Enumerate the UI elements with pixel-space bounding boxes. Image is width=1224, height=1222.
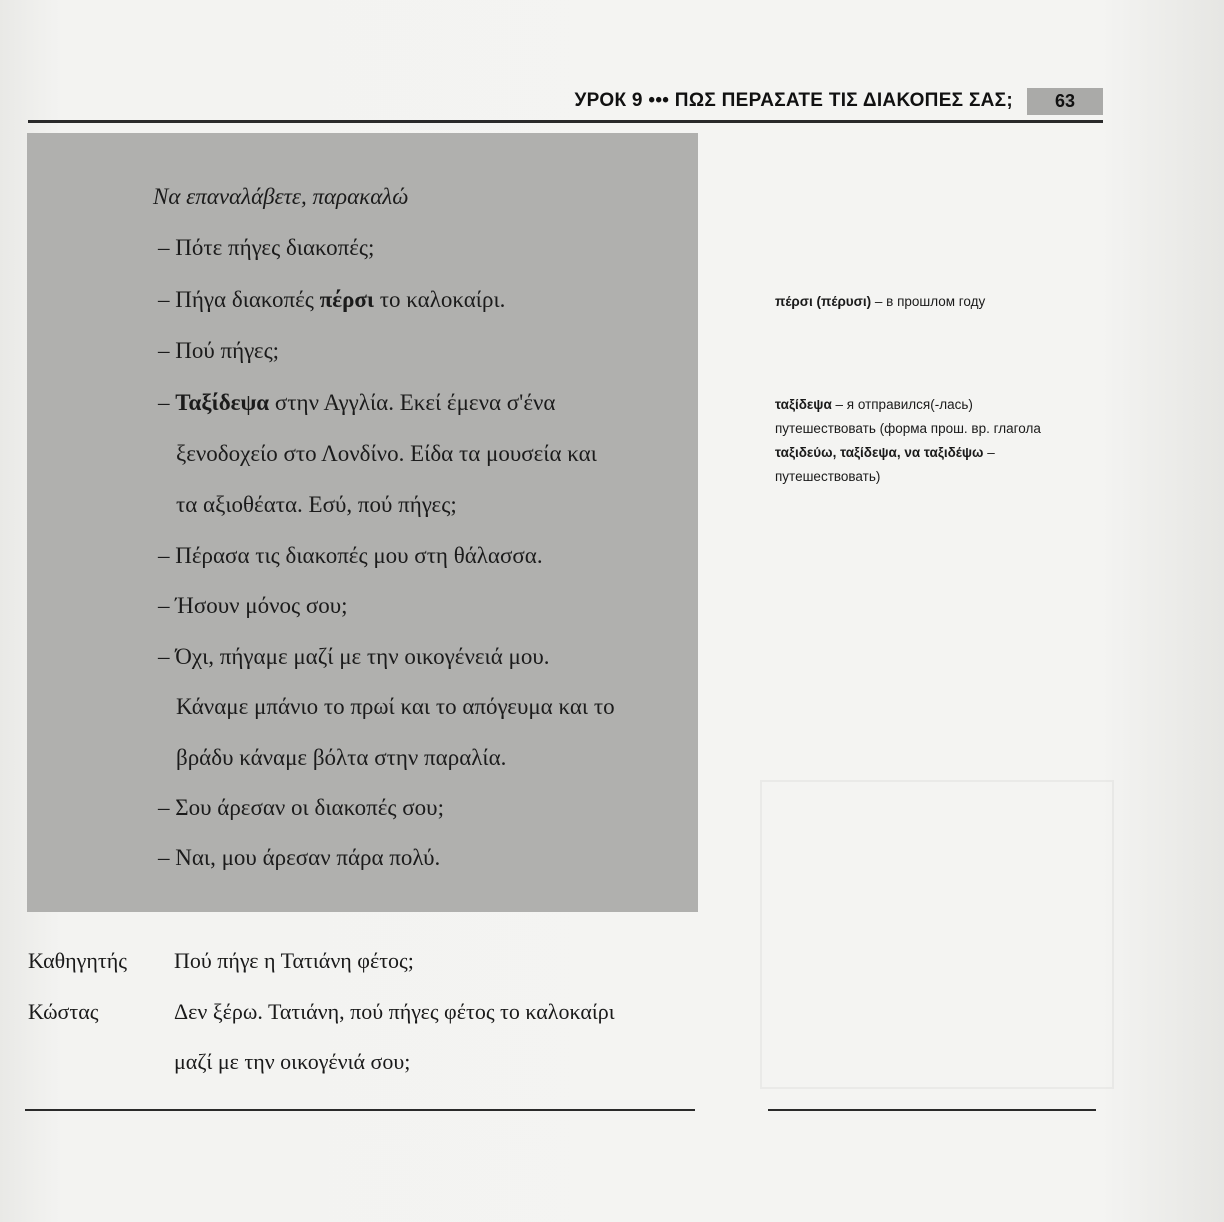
bottom-divider-right — [768, 1109, 1096, 1111]
page-header — [28, 88, 1103, 118]
page-number: 63 — [1027, 88, 1103, 115]
dialogue-line-5: ξενοδοχείο στο Λονδίνο. Είδα τα μουσεία και — [176, 441, 597, 466]
dialogue-line-4-c: στην Αγγλία. Εκεί έμενα σ'ένα — [269, 390, 556, 415]
dialogue-line-2-a: – Πήγα διακοπές — [158, 287, 320, 312]
dialogue-line-4-a: – — [158, 390, 176, 415]
dialogue-line-2-keyword: πέρσι — [319, 287, 375, 312]
glossary-term-persi: πέρσι (πέρυσι) — [775, 294, 872, 309]
glossary-entry-taxidepsa-line-2: путешествовать (форма прош. вр. глагола — [775, 421, 1041, 436]
glossary-term-taxidepsa: ταξίδεψα — [775, 397, 832, 412]
speech-kostas-line-1: Δεν ξέρω. Τατιάνη, πού πήγες φέτος το καλοκαίρι — [174, 999, 615, 1024]
dialogue-line-4 — [158, 390, 555, 416]
dialogue-line-8: – Ήσουν μόνος σου; — [158, 593, 348, 618]
glossary-def-taxidepsa: – я отправился(-лась) — [831, 397, 973, 412]
header-divider — [28, 120, 1103, 123]
glossary-entry-taxidepsa-line-4: путешествовать) — [775, 469, 881, 484]
dialogue-line-13: – Ναι, μου άρεσαν πάρα πολύ. — [158, 845, 441, 870]
glossary-entry-taxidepsa-line-3 — [775, 442, 995, 464]
glossary-verb-dash: – — [983, 445, 995, 460]
dialogue-instruction: Να επαναλάβετε, παρακαλώ — [153, 184, 409, 209]
dialogue-line-2 — [158, 287, 505, 313]
speaker-kostas: Κώστας — [28, 999, 99, 1024]
dialogue-line-1: – Πότε πήγες διακοπές; — [158, 235, 375, 260]
speech-teacher: Πού πήγε η Τατιάνη φέτος; — [174, 948, 414, 973]
dialogue-line-6: τα αξιοθέατα. Εσύ, πού πήγες; — [176, 492, 457, 517]
dialogue-line-11: βράδυ κάναμε βόλτα στην παραλία. — [176, 745, 507, 770]
glossary-entry-taxidepsa — [775, 394, 973, 416]
dialogue-line-12: – Σου άρεσαν οι διακοπές σου; — [158, 795, 444, 820]
lesson-title: УРОК 9 ••• ΠΩΣ ΠΕΡΑΣΑΤΕ ΤΙΣ ΔΙΑΚΟΠΕΣ ΣΑΣ; — [574, 90, 1013, 111]
bottom-divider-left — [25, 1109, 695, 1111]
dialogue-line-10: Κάναμε μπάνιο το πρωί και το απόγευμα και το — [176, 694, 615, 719]
glossary-verb-forms: ταξιδεύω, ταξίδεψα, να ταξιδέψω — [775, 445, 984, 460]
dialogue-line-2-c: το καλοκαίρι. — [374, 287, 506, 312]
dialogue-line-3: – Πού πήγες; — [158, 338, 280, 363]
speech-kostas-line-2: μαζί με την οικογένιά σου; — [174, 1049, 411, 1074]
bleed-through-box — [760, 780, 1114, 1089]
glossary-entry-persi — [775, 291, 985, 313]
dialogue-line-4-keyword: Ταξίδεψα — [175, 390, 270, 415]
dialogue-line-9: – Όχι, πήγαμε μαζί με την οικογένειά μου. — [158, 644, 550, 669]
dialogue-line-7: – Πέρασα τις διακοπές μου στη θάλασσα. — [158, 543, 543, 568]
speaker-teacher: Καθηγητής — [28, 948, 127, 973]
glossary-def-persi: – в прошлом году — [871, 294, 986, 309]
